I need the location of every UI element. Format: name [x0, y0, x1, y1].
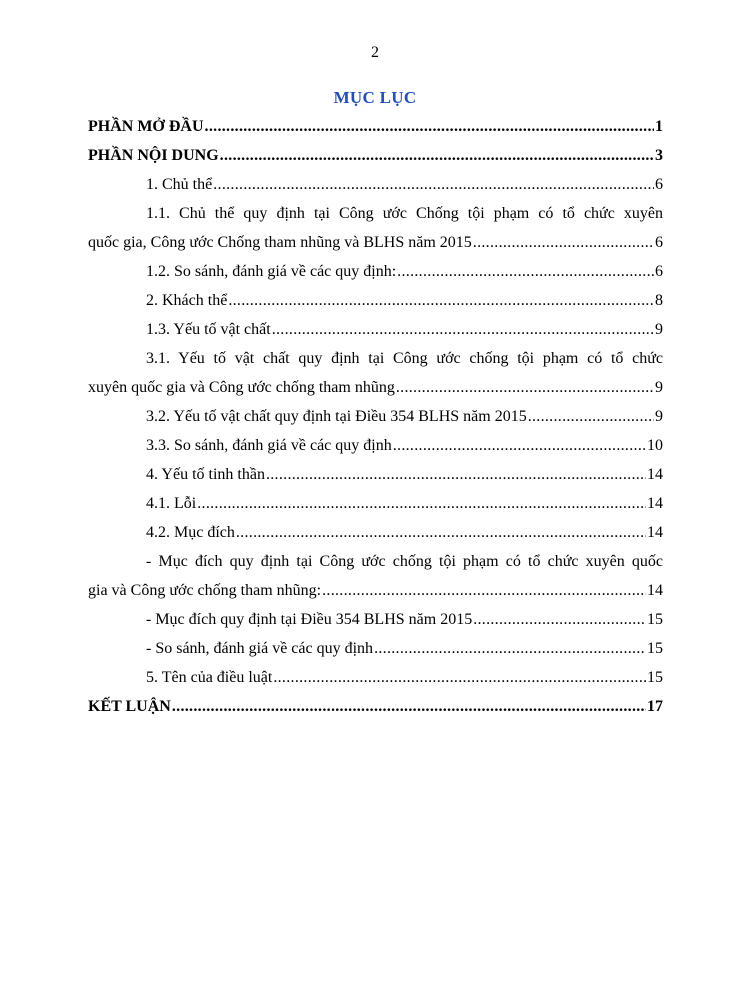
toc-dot-leader: [197, 489, 646, 518]
toc-entry-first-line: 3.1. Yếu tố vật chất quy định tại Công ước chống tội phạm có tổ chức: [146, 350, 663, 367]
table-of-contents: [88, 112, 663, 721]
toc-dot-leader: [396, 373, 654, 402]
toc-entry-text: 5. Tên của điều luật: [146, 669, 273, 686]
toc-entry-text: 2. Khách thể: [146, 292, 228, 309]
toc-entry-first-line: - Mục đích quy định tại Công ước chống tội phạm có tổ chức xuyên quốc: [146, 553, 663, 570]
toc-page-number: 15: [647, 611, 663, 628]
toc-entry-text: quốc gia, Công ước Chống tham nhũng và BLHS năm 2015: [88, 234, 472, 251]
toc-entry-3-1[interactable]: [88, 344, 663, 402]
toc-entry-chu-the[interactable]: [88, 170, 663, 199]
toc-page-number: 14: [647, 582, 663, 599]
toc-page-number: 10: [647, 437, 663, 454]
toc-page-number: 6: [655, 176, 663, 193]
toc-dot-leader: [322, 576, 646, 605]
toc-dot-leader: [272, 315, 654, 344]
toc-entry-text: PHẦN NỘI DUNG: [88, 147, 219, 164]
toc-dot-leader: [273, 663, 646, 692]
toc-entry-text: 3.3. So sánh, đánh giá về các quy định: [146, 437, 392, 454]
toc-page-number: 14: [647, 524, 663, 541]
toc-entry-1-1[interactable]: [88, 199, 663, 257]
toc-page-number: 6: [655, 263, 663, 280]
toc-page-number: 14: [647, 495, 663, 512]
toc-dot-leader: [213, 170, 654, 199]
toc-entry-text: 3.2. Yếu tố vật chất quy định tại Điều 354 BLHS năm 2015: [146, 408, 527, 425]
toc-entry-text: 1.2. So sánh, đánh giá về các quy định:: [146, 263, 397, 280]
toc-entry-3-2[interactable]: [88, 402, 663, 431]
toc-dot-leader: [397, 257, 654, 286]
toc-entry-text: gia và Công ước chống tham nhũng:: [88, 582, 322, 599]
page-number: 2: [371, 44, 379, 61]
toc-entry-muc-dich-cong-uoc[interactable]: [88, 547, 663, 605]
toc-entry-text: 4. Yếu tố tinh thần: [146, 466, 265, 483]
toc-page-number: 6: [655, 234, 663, 251]
toc-entry-1-3[interactable]: [88, 315, 663, 344]
toc-entry-text: - So sánh, đánh giá về các quy định: [146, 640, 374, 657]
toc-dot-leader: [220, 141, 654, 170]
toc-entry-text: PHẦN MỞ ĐẦU: [88, 118, 204, 135]
toc-title: MỤC LỤC: [333, 88, 417, 107]
toc-entry-text: 1. Chủ thể: [146, 176, 213, 193]
toc-dot-leader: [374, 634, 646, 663]
toc-page-number: 17: [647, 698, 663, 715]
toc-page-number: 9: [655, 408, 663, 425]
toc-dot-leader: [528, 402, 654, 431]
toc-entry-ket-luan[interactable]: [88, 692, 663, 721]
toc-entry-4-2[interactable]: [88, 518, 663, 547]
toc-page-number: 8: [655, 292, 663, 309]
toc-entry-text: 4.1. Lỗi: [146, 495, 197, 512]
toc-entry-4-1[interactable]: [88, 489, 663, 518]
toc-entry-ten-dieu-luat[interactable]: [88, 663, 663, 692]
toc-entry-text: 1.3. Yếu tố vật chất: [146, 321, 271, 338]
toc-entry-1-2[interactable]: [88, 257, 663, 286]
toc-dot-leader: [236, 518, 646, 547]
toc-entry-text: - Mục đích quy định tại Điều 354 BLHS năm 2015: [146, 611, 473, 628]
toc-dot-leader: [228, 286, 654, 315]
toc-page-number: 3: [655, 147, 663, 164]
toc-dot-leader: [393, 431, 646, 460]
toc-entry-tinh-than[interactable]: [88, 460, 663, 489]
toc-page-number: 1: [655, 118, 663, 135]
toc-entry-noi-dung[interactable]: [88, 141, 663, 170]
toc-dot-leader: [473, 605, 646, 634]
toc-page-number: 9: [655, 379, 663, 396]
toc-page-number: 14: [647, 466, 663, 483]
toc-entry-first-line: 1.1. Chủ thể quy định tại Công ước Chống tội phạm có tổ chức xuyên: [146, 205, 663, 222]
toc-page-number: 15: [647, 640, 663, 657]
toc-dot-leader: [266, 460, 646, 489]
toc-dot-leader: [205, 112, 654, 141]
toc-entry-so-sanh[interactable]: [88, 634, 663, 663]
toc-dot-leader: [172, 692, 646, 721]
toc-page-number: 15: [647, 669, 663, 686]
toc-entry-muc-dich-blhs[interactable]: [88, 605, 663, 634]
toc-entry-khach-the[interactable]: [88, 286, 663, 315]
toc-entry-3-3[interactable]: [88, 431, 663, 460]
toc-entry-text: 4.2. Mục đích: [146, 524, 235, 541]
toc-entry-mo-dau[interactable]: [88, 112, 663, 141]
toc-dot-leader: [473, 228, 654, 257]
toc-entry-text: xuyên quốc gia và Công ước chống tham nhũng: [88, 379, 395, 396]
toc-page-number: 9: [655, 321, 663, 338]
toc-entry-text: KẾT LUẬN: [88, 698, 171, 715]
